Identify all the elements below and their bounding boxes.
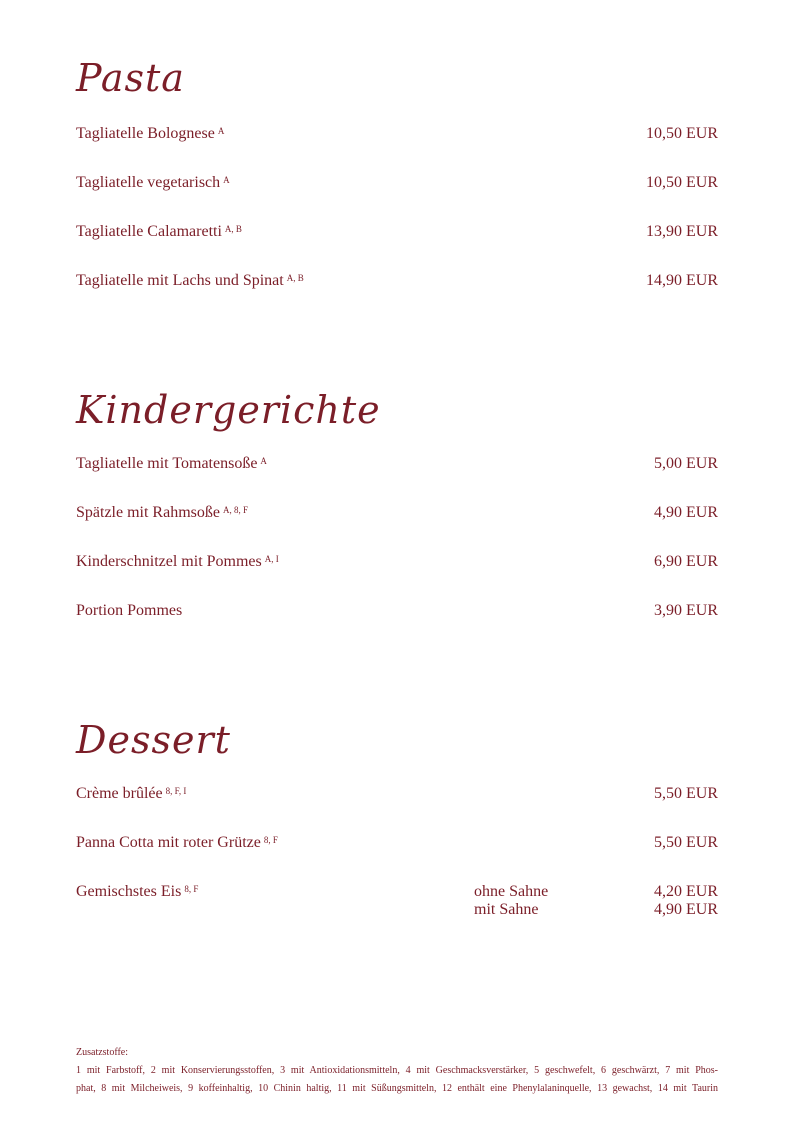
item-price: 14,90 EUR xyxy=(646,272,718,289)
item-price: 3,90 EUR xyxy=(654,602,718,619)
footer-line: 1 mit Farbstoff, 2 mit Konservierungsstoffen, 3 mit Antioxidationsmitteln, 4 mit Geschmacksverstärker, 5 geschwefelt, 6 geschwärzt, 7 mit Phos- xyxy=(76,1065,718,1076)
menu-item xyxy=(76,552,718,572)
item-price: 6,90 EUR xyxy=(654,553,718,570)
item-price: 5,00 EUR xyxy=(654,455,718,472)
allergens: A, I xyxy=(264,554,279,564)
allergens: A xyxy=(260,456,267,466)
menu-item xyxy=(76,271,718,291)
item-name: Tagliatelle vegetarisch xyxy=(76,174,221,191)
allergens: A, B xyxy=(224,224,242,234)
allergens: A, B xyxy=(286,273,304,283)
item-name: Tagliatelle Calamaretti xyxy=(76,223,222,240)
menu-item xyxy=(76,601,718,621)
item-price: 5,50 EUR xyxy=(654,785,718,802)
allergens: 8, F xyxy=(184,884,199,894)
item-price: 5,50 EUR xyxy=(654,834,718,851)
item-name: Kinderschnitzel mit Pommes xyxy=(76,553,262,570)
item-price: 13,90 EUR xyxy=(646,223,718,240)
item-price: 10,50 EUR xyxy=(646,125,718,142)
item-price: 4,90 EUR xyxy=(654,901,718,918)
menu-item xyxy=(76,124,718,144)
item-price: 10,50 EUR xyxy=(646,174,718,191)
menu-item xyxy=(76,454,718,474)
menu-item xyxy=(76,222,718,242)
menu-item xyxy=(76,882,718,902)
footer-title: Zusatzstoffe: xyxy=(76,1047,129,1058)
allergens: 8, F xyxy=(263,835,278,845)
menu-item xyxy=(76,173,718,193)
item-name: Tagliatelle mit Lachs und Spinat xyxy=(76,272,284,289)
footer-line: phat, 8 mit Milcheiweis, 9 koffeinhaltig, 10 Chinin haltig, 11 mit Süßungsmitteln, 12 enthält eine Phenylalaninquelle, 13 gewachst, 14 mit Taurin xyxy=(76,1083,718,1094)
menu-item xyxy=(76,833,718,853)
menu-item-option xyxy=(76,900,718,920)
section-title-kindergerichte: Kindergerichte xyxy=(76,388,381,432)
allergens: A xyxy=(223,175,230,185)
additives-footer xyxy=(76,1044,718,1098)
option-label: ohne Sahne xyxy=(474,883,549,900)
menu-item xyxy=(76,503,718,523)
item-name: Tagliatelle Bolognese xyxy=(76,125,215,142)
allergens: A xyxy=(217,126,225,136)
item-name: Tagliatelle mit Tomatensoße xyxy=(76,455,258,472)
item-price: 4,20 EUR xyxy=(654,883,718,900)
option-label: mit Sahne xyxy=(474,901,539,918)
item-name: Portion Pommes xyxy=(76,602,183,619)
allergens: A, 8, F xyxy=(222,505,248,515)
item-price: 4,90 EUR xyxy=(654,504,718,521)
section-title-dessert: Dessert xyxy=(76,718,231,762)
section-title-pasta: Pasta xyxy=(76,56,185,100)
item-name: Gemischstes Eis xyxy=(76,883,182,900)
item-name: Crème brûlée xyxy=(76,785,163,802)
menu-item xyxy=(76,784,718,804)
allergens: 8, F, I xyxy=(165,786,187,796)
item-name: Panna Cotta mit roter Grütze xyxy=(76,834,261,851)
item-name: Spätzle mit Rahmsoße xyxy=(76,504,220,521)
